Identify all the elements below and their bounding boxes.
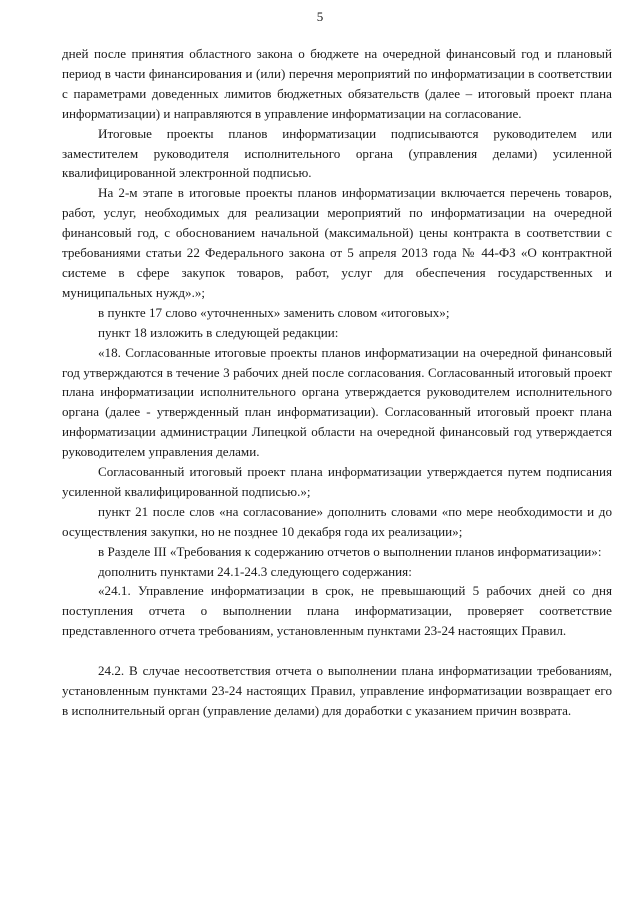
page-number: 5: [316, 9, 324, 24]
paragraph-item-17: в пункте 17 слово «уточненных» заменить словом «итоговых»;: [98, 304, 450, 320]
paragraph-item-18-text: «18. Согласованные итоговые проекты планов информатизации на очередной финансовый год утверждаются в течение 3 рабочих дней после согласования. Согласованный итоговый проект плана информатизации исполнительного органа утверждается руководителем исполнительного органа (далее - утвержденный план информатизации). Согласованный итоговый проект плана информатизации администрации Липецкой области на очередной финансовый год утверждается руководителем управления делами.: [62, 344, 612, 460]
paragraph-supplement: дополнить пунктами 24.1-24.3 следующего содержания:: [98, 563, 412, 579]
paragraph-section-3: в Разделе III «Требования к содержанию отчетов о выполнении планов информатизации»:: [98, 543, 602, 559]
paragraph-continuation: дней после принятия областного закона о бюджете на очередной финансовый год и плановый период в части финансирования и (или) перечня мероприятий по информатизации в соответствии с параметрами доведенных лимитов бюджетных обязательств (далее – итоговый проект плана информатизации) и направляются в управление информатизации на согласование.: [62, 46, 612, 121]
paragraph-signature: Итоговые проекты планов информатизации подписываются руководителем или заместителем руководителя исполнительного органа (управления делами) усиленной квалифицированной электронной подписью.: [62, 125, 612, 181]
document-body: [62, 44, 612, 721]
paragraph-approval: Согласованный итоговый проект плана информатизации утверждается путем подписания усиленной квалифицированной подписью.»;: [62, 464, 612, 499]
paragraph-item-24-2: 24.2. В случае несоответствия отчета о выполнении плана информатизации требованиям, установленным пунктами 23-24 настоящих Правил, управление информатизации возвращает его в исполнительный орган (управление делами) для доработки с указанием причин возврата.: [62, 663, 612, 718]
paragraph-item-24-1: «24.1. Управление информатизации в срок, не превышающий 5 рабочих дней со дня поступления отчета о выполнении плана информатизации, проверяет соответствие представленного отчета требованиям, установленным пунктами 23-24 настоящих Правил.: [62, 583, 612, 639]
paragraph-stage-two: На 2-м этапе в итоговые проекты планов информатизации включается перечень товаров, работ, услуг, необходимых для реализации мероприятий по информатизации на очередной финансовый год, с обоснованием начальной (максимальной) цены контракта в соответствии с требованиями статьи 22 Федерального закона от 5 апреля 2013 года № 44-ФЗ «О контрактной системе в сфере закупок товаров, работ, услуг для обеспечения государственных и муниципальных нужд».»;: [62, 185, 612, 300]
paragraph-item-18-intro: пункт 18 изложить в следующей редакции:: [98, 324, 339, 340]
paragraph-item-21: пункт 21 после слов «на согласование» дополнить словами «по мере необходимости и до осуществления закупки, но не позднее 10 декабря года их реализации»;: [62, 503, 612, 539]
